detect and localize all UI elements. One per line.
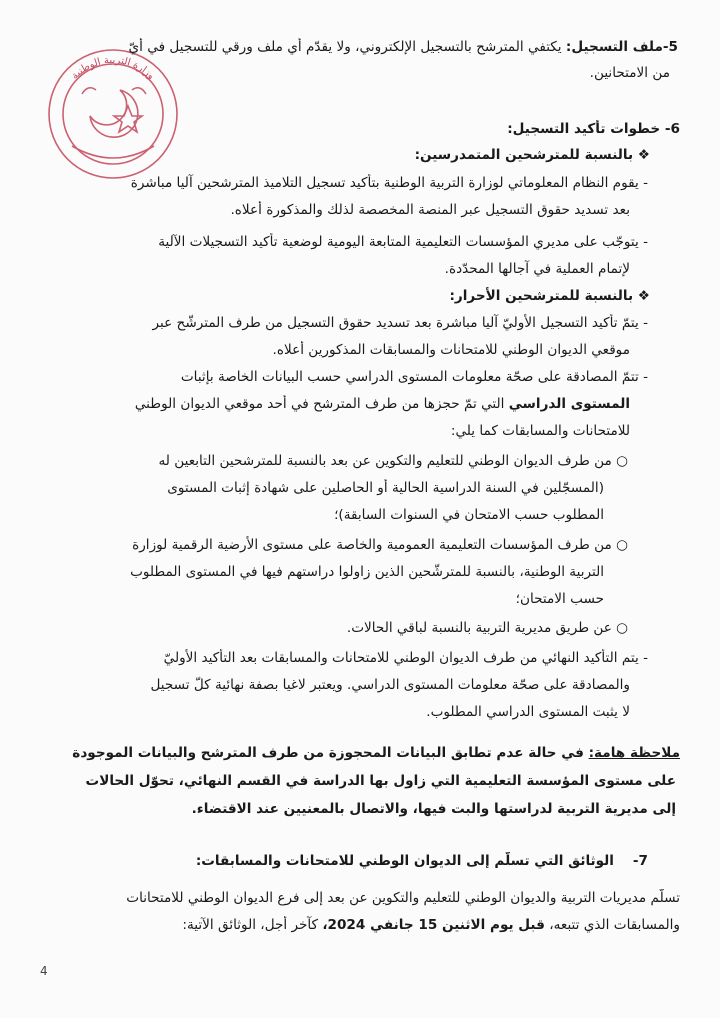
circle-item3-text1: عن طريق مديرية التربية بالنسبة لباقي الحالات. [346, 620, 612, 636]
sub2-item2-line2 [42, 395, 630, 414]
sub2-item2-bold: المستوى الدراسي [508, 396, 630, 412]
note-label: ملاحظة هامة: [588, 745, 680, 761]
sub1-item1-line1: - يقوم النظام المعلوماتي لوزارة التربية الوطنية بتأكيد تسجيل التلاميذ المترشحين آليا مباشرة [130, 175, 648, 191]
note-text1: في حالة عدم تطابق البيانات المحجوزة من طرف المترشح والبيانات الموجودة [72, 745, 584, 761]
sub1-item2-line2: لإتمام العملية في آجالها المحدّدة. [444, 261, 630, 277]
sub1-item2-line1: - يتوجّب على مديري المؤسسات التعليمية المتابعة اليومية لوضعية تأكيد التسجيلات الآلية [158, 234, 648, 250]
circle-item1-line2: (المسجّلين في السنة الدراسية الحالية أو الحاصلين على شهادة إثبات المستوى [167, 480, 604, 496]
section5-line1 [42, 38, 678, 57]
sub2-item1-line2: موقعي الديوان الوطني للامتحانات والمسابقات المذكورين أعلاه. [272, 342, 630, 358]
section5-title: ملف التسجيل: [565, 39, 663, 55]
section7-line2 [42, 916, 680, 935]
circle-item2-line1: ○ من طرف المؤسسات التعليمية العمومية والخاصة على مستوى الأرضية الرقمية لوزارة [132, 537, 628, 553]
section7-title: الوثائق التي تسلّم إلى الديوان الوطني للامتحانات والمسابقات: [195, 853, 614, 869]
section7-heading [42, 852, 648, 871]
section6-heading [42, 120, 680, 139]
section5-number: 5- [662, 39, 678, 55]
section6-number: 6- [664, 121, 680, 137]
sub1-item1-line2: بعد تسديد حقوق التسجيل عبر المنصة المخصصة لذلك والمذكورة أعلاه. [230, 202, 630, 218]
sub1-item2-text1: يتوجّب على مديري المؤسسات التعليمية المتابعة اليومية لوضعية تأكيد التسجيلات الآلية [158, 234, 639, 250]
sub2-item3-line2: والمصادقة على صحّة معلومات المستوى الدراسي. ويعتبر لاغيا بصفة نهائية كلّ تسجيل [150, 677, 630, 693]
section7-text-b: كآخر أجل، الوثائق الآتية: [182, 917, 319, 933]
section7-text-a: والمسابقات الذي تتبعه، [549, 917, 680, 933]
sub2-item2-line1: - تتمّ المصادقة على صحّة معلومات المستوى الدراسي حسب البيانات الخاصة بإثبات [180, 369, 648, 385]
section5-text: يكتفي المترشح بالتسجيل الإلكتروني، ولا يقدّم أي ملف ورقي للتسجيل في أيّ [128, 39, 562, 55]
sub2-title: بالنسبة للمترشحين الأحرار: [449, 288, 634, 304]
sub2-item3-line3: لا يثبت المستوى الدراسي المطلوب. [426, 704, 630, 720]
page-number: 4 [40, 964, 48, 978]
sub2-item3-text1: يتم التأكيد النهائي من طرف الديوان الوطني للامتحانات والمسابقات بعد التأكيد الأوليّ [163, 650, 639, 666]
sub2-heading: ❖ بالنسبة للمترشحين الأحرار: [449, 288, 650, 304]
sub2-item2-text1: تتمّ المصادقة على صحّة معلومات المستوى الدراسي حسب البيانات الخاصة بإثبات [180, 369, 639, 385]
note-line2: على مستوى المؤسسة التعليمية التي زاول بها الدراسة في القسم النهائي، تحوّل الحالات [85, 773, 676, 789]
circle-item1-text1: من طرف الديوان الوطني للتعليم والتكوين عن بعد بالنسبة للمترشحين التابعين له [158, 453, 612, 469]
note-line1 [42, 744, 680, 763]
section5-line2: من الامتحانين. [589, 65, 670, 81]
section6-title: خطوات تأكيد التسجيل: [507, 121, 661, 137]
circle-item2-text1: من طرف المؤسسات التعليمية العمومية والخاصة على مستوى الأرضية الرقمية لوزارة [132, 537, 612, 553]
sub2-item1-line1: - يتمّ تأكيد التسجيل الأوليّ آليا مباشرة بعد تسديد حقوق التسجيل من طرف المترشّح عبر [152, 315, 648, 331]
sub1-heading: ❖ بالنسبة للمترشحين المتمدرسين: [414, 147, 650, 163]
sub2-item2-rest: التي تمّ حجزها من طرف المترشح في أحد موقعي الديوان الوطني [134, 396, 505, 412]
section7-deadline: قبل يوم الاثنين 15 جانفي 2024، [322, 917, 545, 933]
stamp-text: وزارة التربية الوطنية [69, 54, 157, 82]
section7-number: 7- [632, 853, 648, 869]
sub1-title: بالنسبة للمترشحين المتمدرسين: [414, 147, 634, 163]
circle-item3-line1: ○ عن طريق مديرية التربية بالنسبة لباقي الحالات. [346, 620, 628, 636]
circle-item1-line3: المطلوب حسب الامتحان في السنوات السابقة)؛ [334, 507, 604, 523]
sub2-item3-line1: - يتم التأكيد النهائي من طرف الديوان الوطني للامتحانات والمسابقات بعد التأكيد الأوليّ [163, 650, 648, 666]
note-line3: إلى مديرية التربية لدراستها والبت فيها، والاتصال بالمعنيين عند الاقتضاء. [191, 801, 676, 817]
circle-item2-line2: التربية الوطنية، بالنسبة للمترشّحين الذين زاولوا دراستهم فيها في المستوى المطلوب [130, 564, 604, 580]
section7-line1: تسلّم مديريات التربية والديوان الوطني للتعليم والتكوين عن بعد إلى فرع الديوان الوطني للامتحانات [126, 890, 680, 906]
sub1-item1-text1: يقوم النظام المعلوماتي لوزارة التربية الوطنية بتأكيد تسجيل التلاميذ المترشحين آليا مباشرة [130, 175, 639, 191]
sub2-item2-line3: للامتحانات والمسابقات كما يلي: [450, 423, 630, 439]
sub2-item1-text1: يتمّ تأكيد التسجيل الأوليّ آليا مباشرة بعد تسديد حقوق التسجيل من طرف المترشّح عبر [152, 315, 639, 331]
circle-item1-line1: ○ من طرف الديوان الوطني للتعليم والتكوين عن بعد بالنسبة للمترشحين التابعين له [158, 453, 628, 469]
circle-item2-line3: حسب الامتحان؛ [515, 591, 604, 607]
